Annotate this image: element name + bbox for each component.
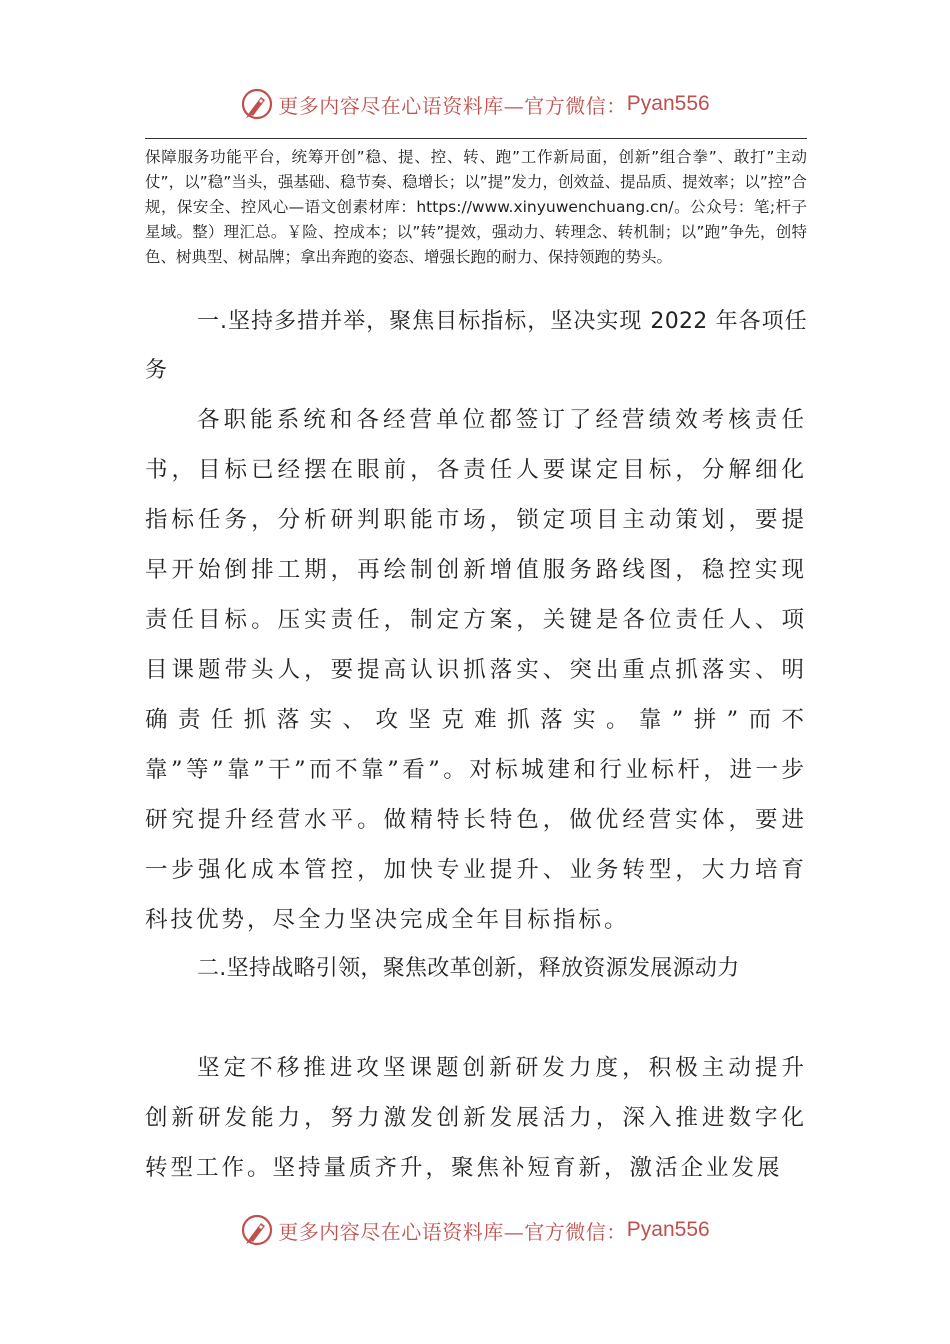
section-2-body: 坚定不移推进攻坚课题创新研发力度，积极主动提升创新研发能力，努力激发创新发展活力，深入推进数字化转型工作。坚持量质齐升，聚焦补短育新，激活企业发展 bbox=[145, 1055, 807, 1181]
footer-banner bbox=[0, 1210, 950, 1250]
banner-wechat-id: Pyan556 bbox=[626, 92, 710, 115]
section-1-body: 各职能系统和各经营单位都签订了经营绩效考核责任书，目标已经摆在眼前，各责任人要谋定目标，分解细化指标任务，分析研判职能市场，锁定项目主动策划，要提早开始倒排工期，再绘制创新增值服务路线图，稳控实现责任目标。压实责任，制定方案，关键是各位责任人、项目课题带头人，要提高认识抓落实、突出重点抓落实、明确责任抓落实、攻坚克难抓落实。靠”拼”而不靠”等”靠”干”而不靠”看”。对标城建和行业标杆，进一步研究提升经营水平。做精特长特色，做优经营实体，要进一步强化成本管控，加快专业提升、业务转型，大力培育科技优势，尽全力坚决完成全年目标指标。 bbox=[145, 407, 807, 933]
header-banner bbox=[0, 84, 950, 124]
pen-nib-logo-icon bbox=[240, 87, 274, 121]
section-1-heading: 一.坚持多措并举，聚焦目标指标，坚决实现 2022 年各项任务 bbox=[145, 309, 807, 383]
pen-nib-logo-icon bbox=[240, 1213, 274, 1247]
banner-wechat-id: Pyan556 bbox=[626, 1218, 710, 1241]
banner-text: 更多内容尽在心语资料库—官方微信： bbox=[278, 93, 627, 118]
banner-text: 更多内容尽在心语资料库—官方微信： bbox=[278, 1219, 627, 1244]
header-divider bbox=[145, 138, 807, 139]
section-2-heading: 二.坚持战略引领，聚焦改革创新，释放资源发展源动力 bbox=[197, 956, 740, 981]
intro-paragraph: 保障服务功能平台，统筹开创”稳、提、控、转、跑”工作新局面，创新”组合拳”、敢打”主动仗”，以”稳”当头，强基础、稳节奏、稳增长；以”提”发力，创效益、提品质、提效率；以”控”合规，保安全、控风心—语文创素材库：https://www.xinyuwenchuang.cn/。公众号：笔;杆子星域。整）理汇总。￥险、控成本；以”转”提效，强动力、转理念、转机制；以”跑”争先，创特色、树典型、树品牌；拿出奔跑的姿态、增强长跑的耐力、保持领跑的势头。 bbox=[145, 148, 807, 266]
